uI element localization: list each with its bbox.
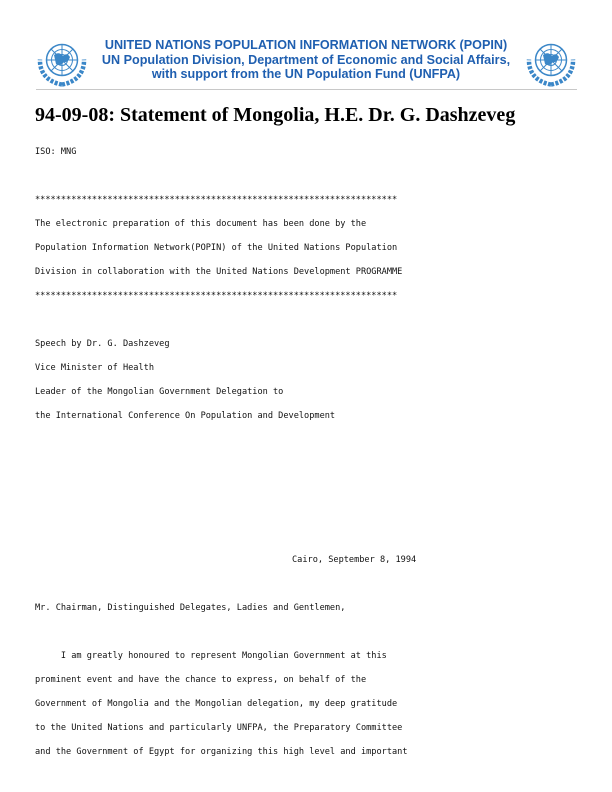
notice-line: Population Information Network(POPIN) of the United Nations Population <box>35 243 398 253</box>
speaker-line: Leader of the Mongolian Government Delegation to <box>35 387 284 397</box>
speaker-line: Speech by Dr. G. Dashzeveg <box>35 339 170 349</box>
site-header <box>90 38 522 82</box>
header-line-2: UN Population Division, Department of Economic and Social Affairs, <box>101 52 511 67</box>
page-title: 94-09-08: Statement of Mongolia, H.E. Dr. G. Dashzeveg <box>35 104 516 126</box>
body-line: I am greatly honoured to represent Mongolian Government at this <box>35 651 387 661</box>
speaker-line: the International Conference On Population and Development <box>35 411 336 421</box>
body-line: prominent event and have the chance to express, on behalf of the <box>35 675 367 685</box>
un-emblem-icon <box>37 37 87 87</box>
place-date: Cairo, September 8, 1994 <box>292 555 417 565</box>
body-line: and the Government of Egypt for organizing this high level and important <box>35 747 408 757</box>
salutation: Mr. Chairman, Distinguished Delegates, Ladies and Gentlemen, <box>35 603 346 613</box>
iso-code: ISO: MNG <box>35 147 77 157</box>
body-line: Government of Mongolia and the Mongolian delegation, my deep gratitude <box>35 699 398 709</box>
header-divider <box>36 89 577 90</box>
notice-line: The electronic preparation of this document has been done by the <box>35 219 367 229</box>
body-line: to the United Nations and particularly UNFPA, the Preparatory Committee <box>35 723 403 733</box>
stars-divider-top: ********************************************************************** <box>35 195 398 205</box>
header-line-1: UNITED NATIONS POPULATION INFORMATION NETWORK (POPIN) <box>104 38 508 52</box>
header-line-3: with support from the UN Population Fund (UNFPA) <box>151 67 461 81</box>
speaker-line: Vice Minister of Health <box>35 363 154 373</box>
stars-divider-bottom: ********************************************************************** <box>35 291 398 301</box>
un-emblem-icon <box>526 37 576 87</box>
notice-line: Division in collaboration with the United Nations Development PROGRAMME <box>35 267 403 277</box>
